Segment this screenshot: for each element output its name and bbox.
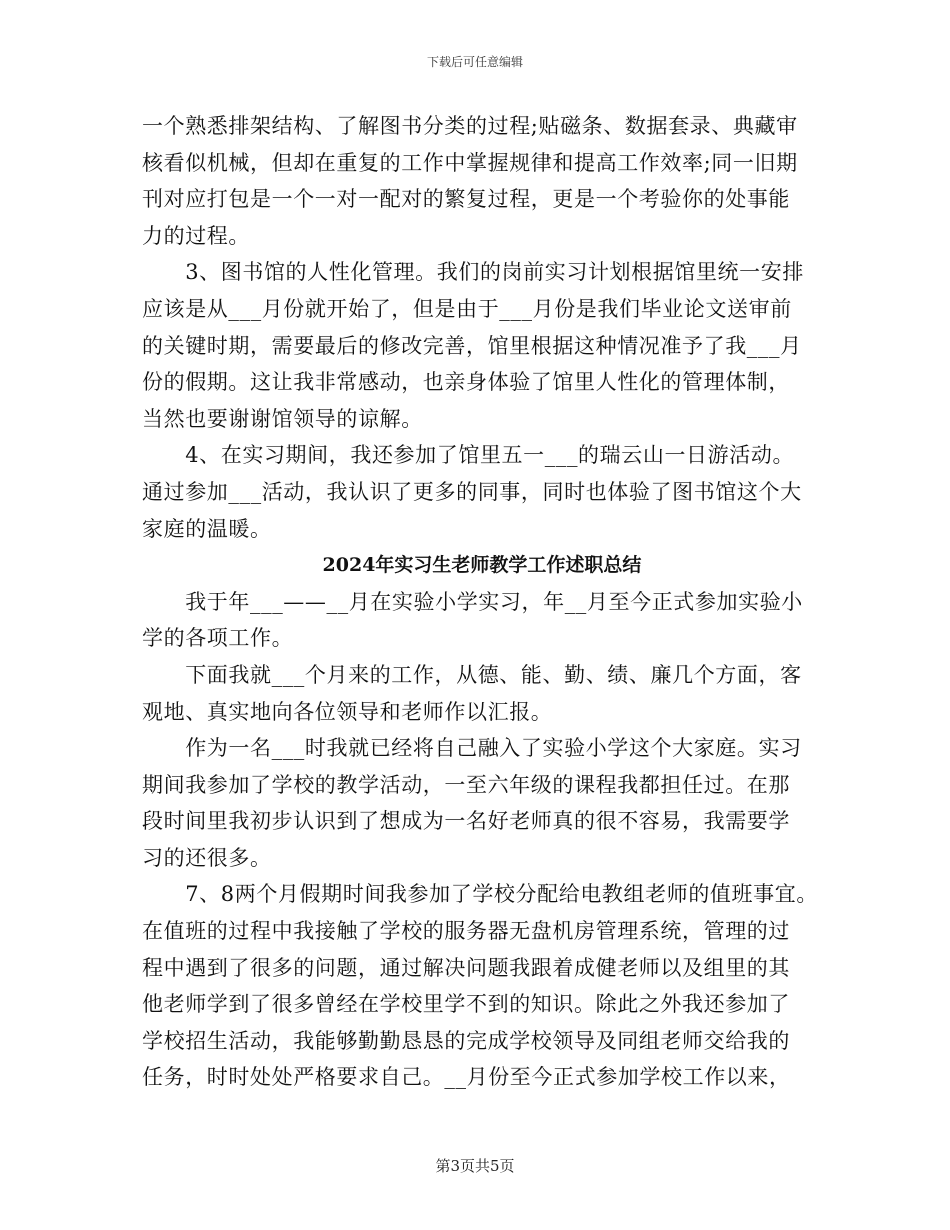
paragraph — [142, 876, 822, 1096]
text-line: 他老师学到了很多曾经在学校里学不到的知识。除此之外我还参加了 — [142, 992, 790, 1017]
text-line: 核看似机械，但却在重复的工作中掌握规律和提高工作效率;同一旧期 — [142, 150, 798, 175]
text-line: 段时间里我初步认识到了想成为一名好老师真的很不容易，我需要学 — [142, 809, 790, 834]
text-line: 3、图书馆的人性化管理。我们的岗前实习计划根据馆里统一安排 — [142, 260, 804, 285]
text-line: 程中遇到了很多的问题，通过解决问题我跟着成健老师以及组里的其 — [142, 955, 790, 980]
section-heading: 2024年实习生老师教学工作述职总结 — [322, 554, 642, 577]
paragraph — [142, 108, 822, 254]
paragraph — [142, 584, 822, 657]
text-line: 的关键时期，需要最后的修改完善，馆里根据这种情况准予了我___月 — [142, 333, 802, 358]
page-header: 下载后可任意编辑 — [426, 55, 523, 69]
paragraph — [142, 730, 822, 876]
text-line: 学的各项工作。 — [142, 626, 294, 651]
text-line: 7、8两个月假期时间我参加了学校分配给电教组老师的值班事宜。 — [142, 882, 818, 907]
text-line: 一个熟悉排架结构、了解图书分类的过程;贴磁条、数据套录、典藏审 — [142, 114, 798, 138]
text-line: 在值班的过程中我接触了学校的服务器无盘机房管理系统，管理的过 — [142, 919, 790, 944]
text-line: 作为一名___时我就已经将自己融入了实验小学这个大家庭。实习 — [142, 736, 802, 761]
text-line: 应该是从___月份就开始了，但是由于___月份是我们毕业论文送审前 — [142, 296, 792, 321]
text-line: 家庭的温暖。 — [142, 516, 272, 541]
text-line: 4、在实习期间，我还参加了馆里五一___的瑞云山一日游活动。 — [142, 443, 795, 468]
paragraph — [142, 437, 822, 547]
text-line: 刊对应打包是一个一对一配对的繁复过程，更是一个考验你的处事能 — [142, 187, 790, 212]
text-line: 任务，时时处处严格要求自己。__月份至今正式参加学校工作以来， — [142, 1065, 791, 1090]
text-line: 力的过程。 — [142, 223, 250, 248]
paragraph — [142, 657, 822, 730]
text-line: 份的假期。这让我非常感动，也亲身体验了馆里人性化的管理体制， — [142, 370, 790, 395]
text-line: 下面我就___个月来的工作，从德、能、勤、绩、廉几个方面，客 — [142, 662, 802, 687]
text-line: 学校招生活动，我能够勤勤恳恳的完成学校领导及同组老师交给我的 — [142, 1028, 790, 1053]
text-line: 通过参加___活动，我认识了更多的同事，同时也体验了图书馆这个大 — [142, 479, 802, 504]
paragraph — [142, 254, 822, 437]
text-line: 观地、真实地向各位领导和老师作以汇报。 — [142, 699, 553, 724]
document-body — [142, 108, 822, 1096]
text-line: 当然也要谢谢馆领导的谅解。 — [142, 406, 423, 431]
text-line: 习的还很多。 — [142, 845, 272, 870]
text-line: 期间我参加了学校的教学活动，一至六年级的课程我都担任过。在那 — [142, 772, 790, 797]
text-line: 我于年___——__月在实验小学实习，年__月至今正式参加实验小 — [142, 589, 803, 614]
page-number: 第3页共5页 — [435, 1157, 515, 1175]
